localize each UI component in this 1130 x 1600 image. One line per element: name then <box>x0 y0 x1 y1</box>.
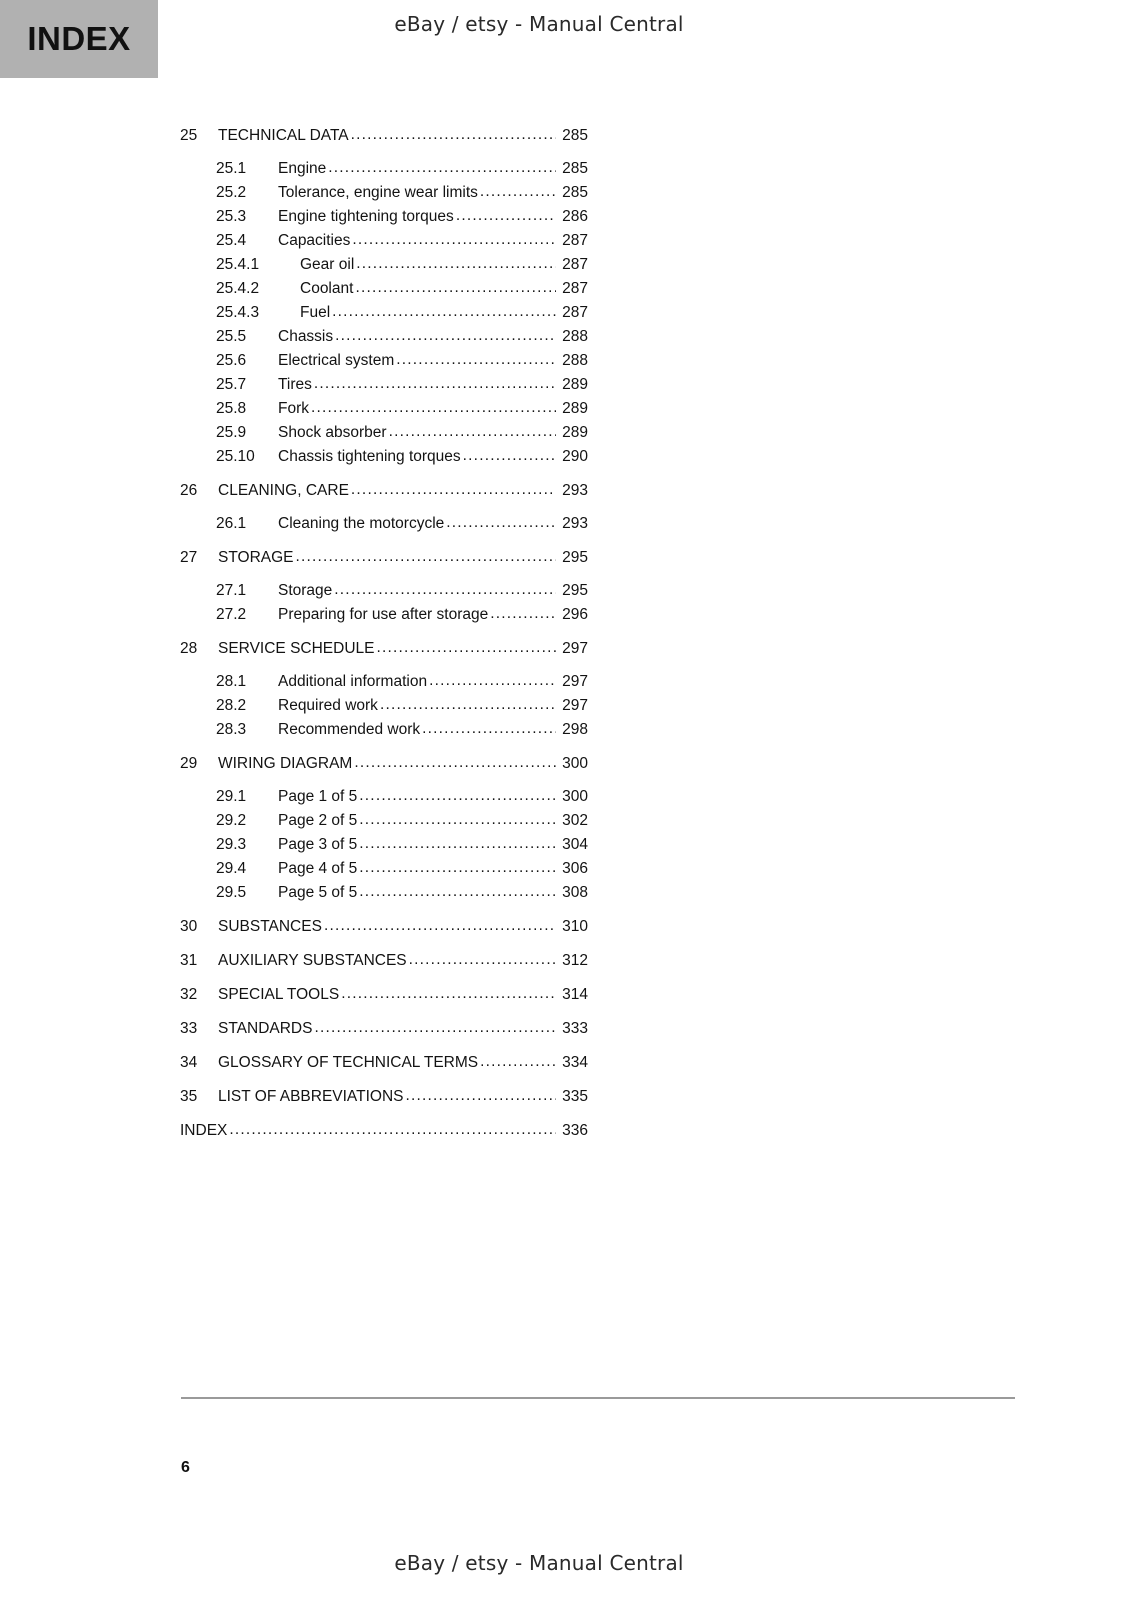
toc-entry[interactable] <box>180 425 588 449</box>
toc-entry-page: 300 <box>562 755 588 772</box>
toc-dot-leader <box>355 280 556 296</box>
toc-entry-title: SERVICE SCHEDULE <box>218 640 375 657</box>
footer-divider <box>181 1397 1015 1399</box>
toc-entry-page: 289 <box>562 400 588 417</box>
toc-entry[interactable] <box>180 233 588 257</box>
toc-entry[interactable] <box>180 516 588 540</box>
toc-entry-number: 25.8 <box>216 400 247 417</box>
toc-entry-number: 26 <box>180 482 198 499</box>
toc-entry[interactable] <box>180 756 588 780</box>
toc-entry[interactable] <box>180 607 588 631</box>
toc-entry[interactable] <box>180 1089 588 1113</box>
toc-dot-leader <box>490 606 556 622</box>
toc-entry-title: SPECIAL TOOLS <box>218 986 340 1003</box>
toc-entry[interactable] <box>180 583 588 607</box>
toc-entry[interactable] <box>180 1055 588 1079</box>
toc-entry-page: 288 <box>562 328 588 345</box>
toc-dot-leader <box>332 304 556 320</box>
toc-entry[interactable] <box>180 449 588 473</box>
toc-entry-page: 297 <box>562 697 588 714</box>
toc-entry-title: Coolant <box>300 280 354 297</box>
toc-entry-title: Page 5 of 5 <box>278 884 358 901</box>
toc-dot-leader <box>352 232 556 248</box>
toc-entry[interactable] <box>180 329 588 353</box>
toc-entry-title: CLEANING, CARE <box>218 482 349 499</box>
toc-entry-number: 28 <box>180 640 198 657</box>
toc-dot-leader <box>356 256 556 272</box>
toc-entry-page: 295 <box>562 549 588 566</box>
toc-entry[interactable] <box>180 128 588 152</box>
toc-dot-leader <box>359 836 556 852</box>
toc-dot-leader <box>341 986 556 1002</box>
toc-entry-title: Required work <box>278 697 378 714</box>
toc-entry[interactable] <box>180 674 588 698</box>
toc-entry-number: 25.4.1 <box>216 256 260 273</box>
toc-entry[interactable] <box>180 401 588 425</box>
toc-entry-page: 314 <box>562 986 588 1003</box>
toc-entry-page: 289 <box>562 424 588 441</box>
toc-entry-title: Storage <box>278 582 333 599</box>
toc-dot-leader <box>380 697 556 713</box>
toc-entry-number: 25.5 <box>216 328 247 345</box>
toc-dot-leader <box>359 788 556 804</box>
toc-entry[interactable] <box>180 813 588 837</box>
toc-entry[interactable] <box>180 161 588 185</box>
toc-entry[interactable] <box>180 698 588 722</box>
toc-dot-leader <box>351 482 556 498</box>
toc-entry-number: 34 <box>180 1054 198 1071</box>
toc-entry[interactable] <box>180 789 588 813</box>
toc-entry-page: 304 <box>562 836 588 853</box>
toc-entry-number: 25.9 <box>216 424 247 441</box>
toc-entry-page: 335 <box>562 1088 588 1105</box>
toc-entry-number: 25.4.2 <box>216 280 260 297</box>
toc-entry-title: INDEX <box>180 1122 228 1139</box>
toc-dot-leader <box>376 640 556 656</box>
toc-entry-number: 29.4 <box>216 860 247 877</box>
toc-dot-leader <box>389 424 556 440</box>
toc-entry[interactable] <box>180 641 588 665</box>
toc-entry[interactable] <box>180 987 588 1011</box>
page-number: 6 <box>181 1459 190 1476</box>
toc-dot-leader <box>324 918 556 934</box>
toc-dot-leader <box>396 352 556 368</box>
toc-entry-page: 295 <box>562 582 588 599</box>
toc-entry[interactable] <box>180 257 588 281</box>
toc-entry-title: Chassis tightening torques <box>278 448 461 465</box>
toc-entry-page: 285 <box>562 184 588 201</box>
toc-entry-number: 31 <box>180 952 198 969</box>
toc-entry-title: Tires <box>278 376 312 393</box>
toc-entry-page: 288 <box>562 352 588 369</box>
toc-dot-leader <box>314 1020 556 1036</box>
toc-entry[interactable] <box>180 837 588 861</box>
toc-dot-leader <box>296 549 556 565</box>
toc-entry-page: 293 <box>562 482 588 499</box>
toc-entry-title: STORAGE <box>218 549 294 566</box>
toc-entry-number: 30 <box>180 918 198 935</box>
toc-entry-number: 25.10 <box>216 448 255 465</box>
toc-dot-leader <box>359 884 556 900</box>
toc-entry-number: 32 <box>180 986 198 1003</box>
toc-entry-page: 312 <box>562 952 588 969</box>
toc-entry-title: Page 4 of 5 <box>278 860 358 877</box>
toc-entry-title: Engine <box>278 160 327 177</box>
toc-entry-page: 289 <box>562 376 588 393</box>
toc-entry-page: 300 <box>562 788 588 805</box>
toc-entry-number: 28.1 <box>216 673 247 690</box>
toc-entry-title: Electrical system <box>278 352 395 369</box>
toc-entry-title: Tolerance, engine wear limits <box>278 184 478 201</box>
toc-entry-title: TECHNICAL DATA <box>218 127 349 144</box>
toc-dot-leader <box>311 400 556 416</box>
toc-entry-number: 25.2 <box>216 184 247 201</box>
toc-entry-title: Additional information <box>278 673 428 690</box>
toc-entry-number: 25.4.3 <box>216 304 260 321</box>
toc-entry[interactable] <box>180 483 588 507</box>
footer-watermark: eBay / etsy - Manual Central <box>394 1551 684 1575</box>
toc-entry-number: 25.4 <box>216 232 247 249</box>
toc-entry-title: Capacities <box>278 232 351 249</box>
toc-entry-number: 25.3 <box>216 208 247 225</box>
toc-entry-title: Page 2 of 5 <box>278 812 358 829</box>
toc-dot-leader <box>409 952 556 968</box>
toc-entry-title: GLOSSARY OF TECHNICAL TERMS <box>218 1054 479 1071</box>
toc-entry-page: 287 <box>562 232 588 249</box>
toc-entry-number: 25.7 <box>216 376 247 393</box>
index-tab-label: INDEX <box>27 20 131 57</box>
toc-entry-title: Engine tightening torques <box>278 208 454 225</box>
toc-entry-number: 28.3 <box>216 721 247 738</box>
toc-entry-title: Fork <box>278 400 309 417</box>
toc-dot-leader <box>328 160 556 176</box>
toc-entry-page: 306 <box>562 860 588 877</box>
toc-entry-page: 285 <box>562 127 588 144</box>
toc-entry-page: 297 <box>562 640 588 657</box>
toc-entry-page: 296 <box>562 606 588 623</box>
toc-entry[interactable] <box>180 305 588 329</box>
toc-dot-leader <box>229 1122 556 1138</box>
toc-entry-title: Preparing for use after storage <box>278 606 489 623</box>
toc-entry-page: 293 <box>562 515 588 532</box>
toc-entry-number: 29.1 <box>216 788 247 805</box>
toc-entry[interactable] <box>180 353 588 377</box>
toc-entry[interactable] <box>180 1123 588 1147</box>
toc-dot-leader <box>354 755 556 771</box>
toc-entry[interactable] <box>180 209 588 233</box>
toc-entry-number: 25.1 <box>216 160 247 177</box>
toc-entry[interactable] <box>180 1021 588 1045</box>
header-watermark: eBay / etsy - Manual Central <box>394 12 684 36</box>
toc-entry-page: 285 <box>562 160 588 177</box>
toc-entry-page: 333 <box>562 1020 588 1037</box>
toc-entry-title: Fuel <box>300 304 331 321</box>
toc-entry-number: 28.2 <box>216 697 247 714</box>
toc-dot-leader <box>429 673 556 689</box>
toc-entry-page: 310 <box>562 918 588 935</box>
toc-dot-leader <box>351 127 556 143</box>
toc-entry[interactable] <box>180 281 588 305</box>
toc-entry-title: Page 3 of 5 <box>278 836 358 853</box>
toc-entry[interactable] <box>180 919 588 943</box>
toc-dot-leader <box>359 812 556 828</box>
toc-entry-page: 302 <box>562 812 588 829</box>
toc-entry-page: 286 <box>562 208 588 225</box>
toc-entry-title: WIRING DIAGRAM <box>218 755 353 772</box>
toc-entry-title: STANDARDS <box>218 1020 313 1037</box>
toc-entry-number: 25 <box>180 127 198 144</box>
toc-entry-number: 29 <box>180 755 198 772</box>
toc-entry-title: Chassis <box>278 328 334 345</box>
toc-entry-title: SUBSTANCES <box>218 918 322 935</box>
toc-entry[interactable] <box>180 377 588 401</box>
toc-entry-number: 27.1 <box>216 582 247 599</box>
toc-dot-leader <box>446 515 556 531</box>
toc-entry-title: Page 1 of 5 <box>278 788 358 805</box>
toc-entry[interactable] <box>180 722 588 746</box>
toc-entry[interactable] <box>180 185 588 209</box>
toc-entry-number: 25.6 <box>216 352 247 369</box>
toc-dot-leader <box>480 184 556 200</box>
toc-entry-number: 35 <box>180 1088 198 1105</box>
table-of-contents <box>180 128 588 1147</box>
toc-entry[interactable] <box>180 550 588 574</box>
toc-entry-number: 29.2 <box>216 812 247 829</box>
toc-entry-page: 308 <box>562 884 588 901</box>
toc-entry[interactable] <box>180 953 588 977</box>
toc-entry-page: 334 <box>562 1054 588 1071</box>
toc-dot-leader <box>359 860 556 876</box>
toc-dot-leader <box>480 1054 556 1070</box>
toc-entry-page: 298 <box>562 721 588 738</box>
toc-dot-leader <box>405 1088 556 1104</box>
toc-entry-number: 26.1 <box>216 515 247 532</box>
toc-entry[interactable] <box>180 861 588 885</box>
toc-entry-page: 287 <box>562 304 588 321</box>
toc-dot-leader <box>463 448 556 464</box>
toc-entry-page: 290 <box>562 448 588 465</box>
toc-entry-title: LIST OF ABBREVIATIONS <box>218 1088 404 1105</box>
toc-entry-number: 27 <box>180 549 198 566</box>
toc-entry-number: 33 <box>180 1020 198 1037</box>
toc-dot-leader <box>456 208 556 224</box>
toc-entry-page: 336 <box>562 1122 588 1139</box>
toc-dot-leader <box>334 582 556 598</box>
toc-dot-leader <box>314 376 556 392</box>
toc-entry-number: 29.3 <box>216 836 247 853</box>
toc-entry-title: Cleaning the motorcycle <box>278 515 445 532</box>
toc-entry-number: 29.5 <box>216 884 247 901</box>
toc-entry-number: 27.2 <box>216 606 247 623</box>
toc-entry-page: 287 <box>562 280 588 297</box>
toc-dot-leader <box>422 721 556 737</box>
toc-entry-title: Shock absorber <box>278 424 387 441</box>
toc-entry-title: Gear oil <box>300 256 355 273</box>
toc-entry[interactable] <box>180 885 588 909</box>
toc-dot-leader <box>335 328 556 344</box>
toc-entry-title: Recommended work <box>278 721 421 738</box>
toc-entry-page: 287 <box>562 256 588 273</box>
toc-entry-page: 297 <box>562 673 588 690</box>
toc-entry-title: AUXILIARY SUBSTANCES <box>218 952 407 969</box>
